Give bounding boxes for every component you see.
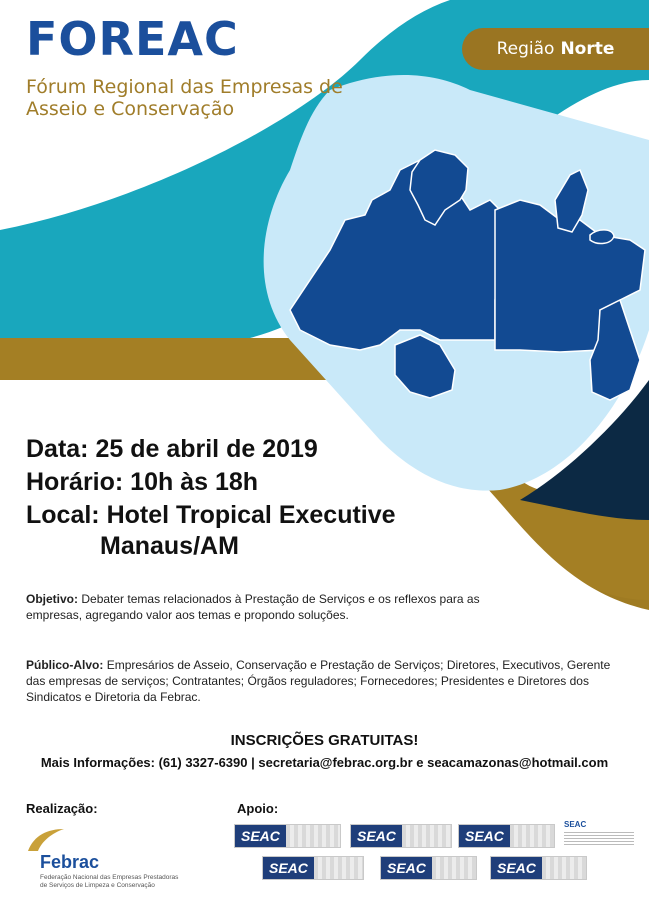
event-title: FOREAC [26,12,239,66]
febrac-swoosh-icon [26,825,66,855]
seac-logo [490,856,587,880]
region-prefix: Região [496,39,555,59]
event-date: Data: 25 de abril de 2019 [26,435,318,463]
seac-small-logo [564,820,634,852]
seac-logo [262,856,364,880]
registration-headline: INSCRIÇÕES GRATUITAS! [230,732,419,749]
seac-logo [380,856,477,880]
realizacao-label: Realização: [26,801,98,816]
contact-info: Mais Informações: (61) 3327-6390 | secretaria@febrac.org.br e seacamazonas@hotmail.com [40,755,609,770]
seac-logo [350,824,452,848]
seac-logo-label: SEAC [351,825,402,847]
event-subtitle: Fórum Regional das Empresas de Asseio e Conservação [26,76,343,120]
event-time: Horário: 10h às 18h [26,468,259,496]
apoio-label: Apoio: [237,801,279,816]
audience-paragraph [26,657,626,705]
seac-logo [234,824,341,848]
objective-text: Debater temas relacionados à Prestação de Serviços e os reflexos para as empresas, agregando valor aos temas e propondo soluções. [26,592,480,622]
objective-paragraph [26,591,496,623]
febrac-full-name: Federação Nacional das Empresas Prestadoras de Serviços de Limpeza e Conservação [40,874,179,889]
region-name: Norte [560,39,615,59]
seac-logo-label: SEAC [235,825,286,847]
seac-logo-label: SEAC [381,857,432,879]
febrac-name: Febrac [40,852,100,872]
map-island [590,230,614,244]
seac-logo [458,824,555,848]
event-location: Local: Hotel Tropical Executive [26,501,396,529]
objective-label: Objetivo: [26,592,79,606]
audience-text: Empresários de Asseio, Conservação e Prestação de Serviços; Diretores, Executivos, Gerente das empresas de serviços; Contratantes; Órgãos reguladores; Fornecedores; Presidentes e Diretores dos Sindicatos e Diretoria da Febrac. [26,658,611,704]
region-badge [462,28,649,70]
audience-label: Público-Alvo: [26,658,104,672]
seac-logo-label: SEAC [491,857,542,879]
seac-logo-label: SEAC [263,857,314,879]
seac-logo-label: SEAC [459,825,510,847]
event-city: Manaus/AM [100,532,239,560]
seac-small-label: SEAC [564,820,587,829]
